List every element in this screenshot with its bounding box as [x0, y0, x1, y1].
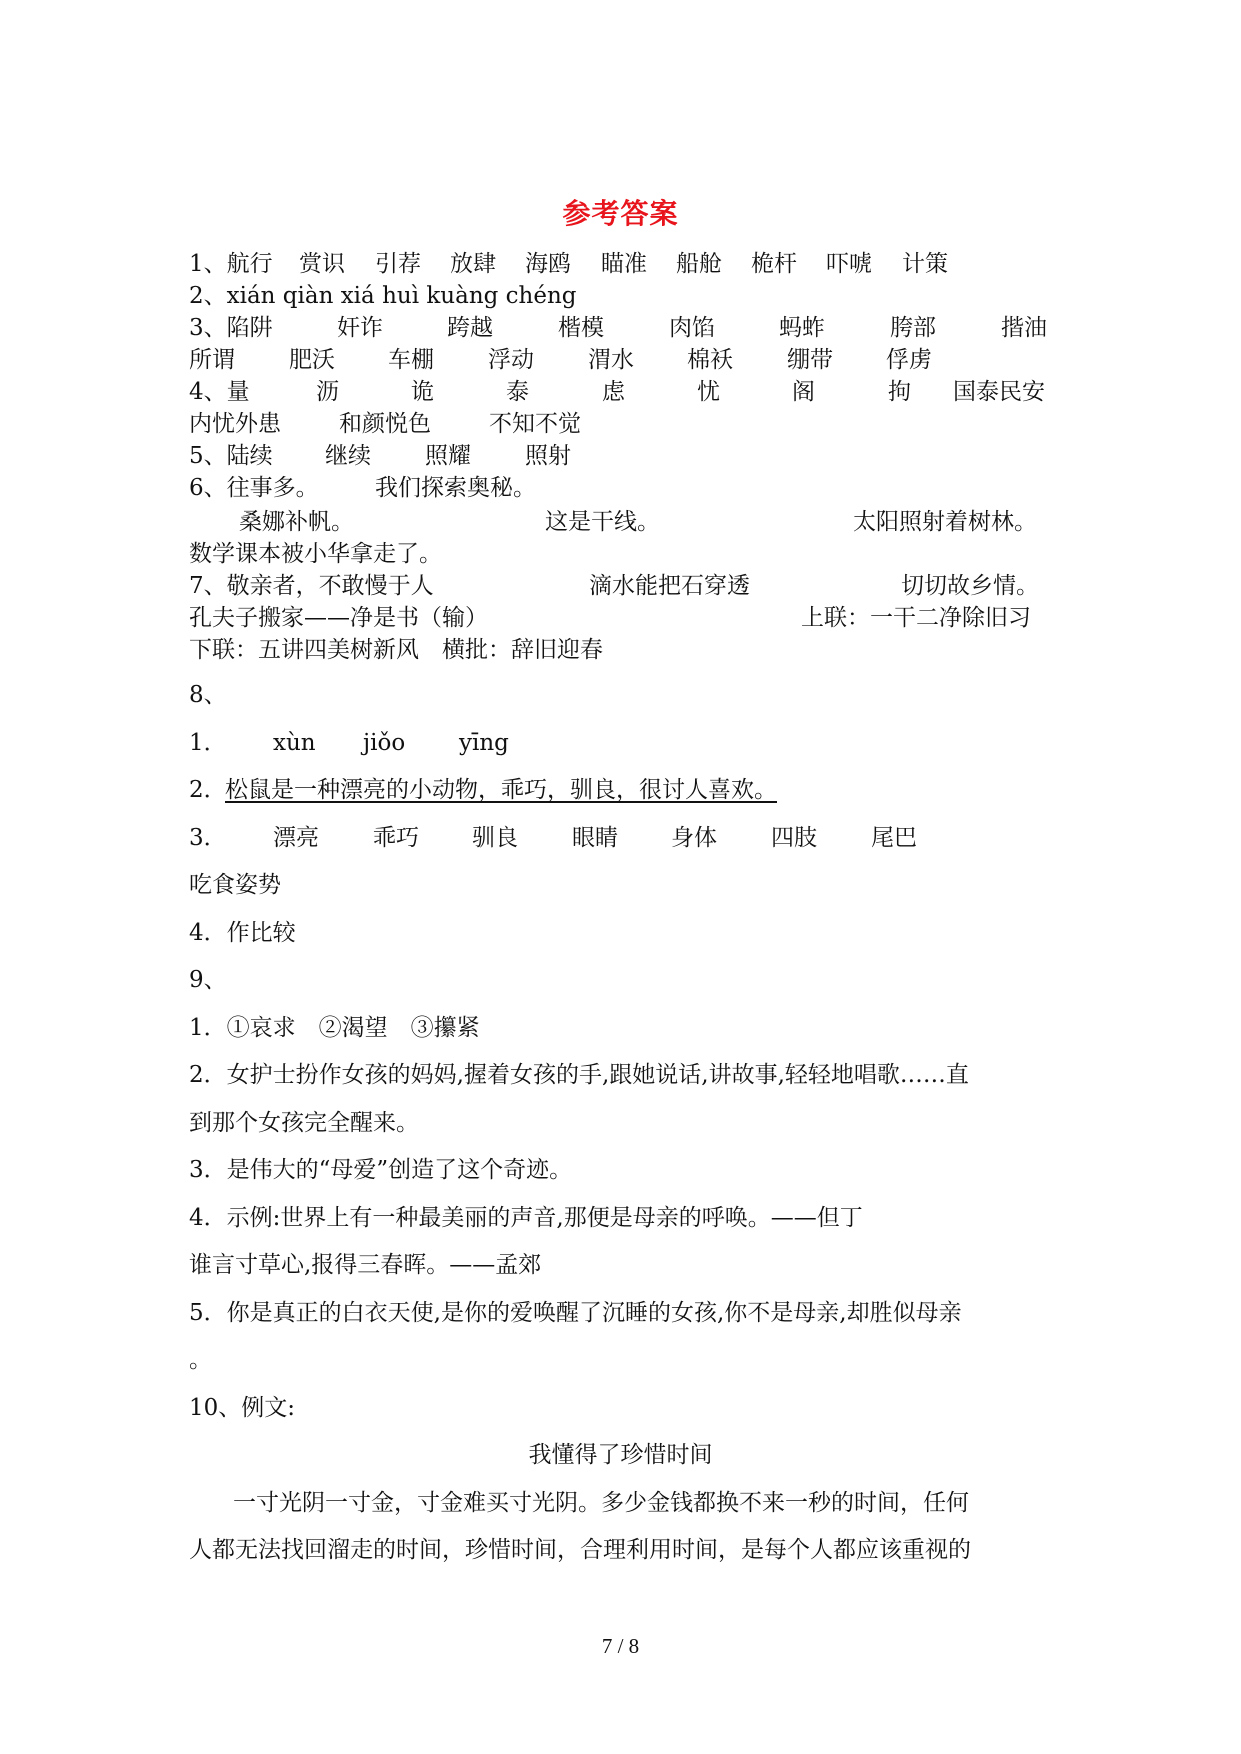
- answer-1-item: 计策: [902, 251, 948, 277]
- answer-10-heading: 10、例文:: [189, 1395, 296, 1421]
- answer-5-item: 照耀: [425, 443, 471, 469]
- answer-1-item: 引荐: [375, 251, 421, 277]
- answer-6-row-2: [189, 507, 1055, 537]
- answer-9-3: 3．是伟大的“母爱”创造了这个奇迹。: [189, 1157, 573, 1183]
- answer-1-item: 吓唬: [826, 251, 872, 277]
- answer-9-5-line-2: 。: [189, 1347, 212, 1373]
- answer-3-item: 车棚: [388, 347, 434, 373]
- page-title: 参考答案: [562, 197, 679, 230]
- answer-8-3: [189, 823, 1055, 853]
- answer-8-3-item: 尾巴: [871, 825, 917, 851]
- answer-8-3b: 吃食姿势: [189, 872, 281, 898]
- answer-9-heading: 9、: [189, 967, 227, 993]
- answer-1-item: 赏识: [299, 251, 345, 277]
- answer-3-item: 浮动: [488, 347, 534, 373]
- answer-3-item: 跨越: [447, 315, 493, 341]
- answer-7-item: 切切故乡情。: [901, 573, 1039, 599]
- answer-3-item: 奸诈: [337, 315, 383, 341]
- answer-3-item: 蚂蚱: [779, 315, 825, 341]
- answer-9-1: 1．①哀求 ②渴望 ③攥紧: [189, 1015, 480, 1041]
- answer-8-3-item: 驯良: [472, 825, 518, 851]
- answer-9-2-line-2: 到那个女孩完全醒来。: [189, 1110, 419, 1136]
- answer-7-row-3: 下联：五讲四美树新风 横批：辞旧迎春: [189, 637, 603, 663]
- answer-3-item: 俘虏: [886, 347, 932, 373]
- answer-8-2-text: 松鼠是一种漂亮的小动物，乖巧，驯良，很讨人喜欢。: [225, 777, 777, 803]
- answer-4-item: 内忧外患: [189, 411, 281, 437]
- answer-8-3-item: 漂亮: [273, 825, 319, 851]
- essay-title: 我懂得了珍惜时间: [528, 1442, 713, 1468]
- answer-2: 2、xián qiàn xiá huì kuàng chéng: [189, 283, 577, 309]
- answer-1-item: 瞄准: [601, 251, 647, 277]
- answer-3-row-2: [189, 345, 1055, 375]
- answer-7-row-1: [189, 571, 1055, 601]
- answer-3-item: 棉袄: [687, 347, 733, 373]
- answer-4-item: 泰: [506, 379, 529, 405]
- answer-3-item: 3、陷阱: [189, 315, 273, 341]
- answer-8-2: [189, 775, 1055, 805]
- answer-3-item: 楷模: [558, 315, 604, 341]
- answer-8-1-num: 1．: [189, 730, 227, 756]
- answer-7-row-2: [189, 603, 1055, 633]
- answer-5: [189, 441, 1055, 471]
- answer-8-heading: 8、: [189, 682, 227, 708]
- answer-7-item: 滴水能把石穿透: [589, 573, 750, 599]
- answer-8-3-item: 四肢: [771, 825, 817, 851]
- essay-paragraph-line-2: 人都无法找回溜走的时间，珍惜时间，合理利用时间，是每个人都应该重视的: [189, 1537, 971, 1563]
- answer-4-item: 阁: [792, 379, 815, 405]
- answer-3-item: 渭水: [588, 347, 634, 373]
- answer-4-row-2: [189, 409, 1055, 439]
- answer-4-item: 忧: [697, 379, 720, 405]
- answer-8-1: [189, 728, 1055, 758]
- answer-6-item: 我们探索奥秘。: [375, 475, 536, 501]
- answer-4-item: 诡: [411, 379, 434, 405]
- answer-3-item: 揩油: [1001, 315, 1047, 341]
- answer-6-item: 桑娜补帆。: [239, 509, 354, 535]
- answer-1: [189, 249, 1055, 279]
- answer-6-item: 6、往事多。: [189, 475, 319, 501]
- answer-4-item: 4、量: [189, 379, 250, 405]
- answer-3-row-1: [189, 313, 1055, 343]
- answer-5-item: 5、陆续: [189, 443, 273, 469]
- answer-4-item: 虑: [602, 379, 625, 405]
- pinyin-item: yīng: [459, 730, 509, 756]
- answer-6-item: 太阳照射着树林。: [853, 509, 1037, 535]
- answer-6-row-3: 数学课本被小华拿走了。: [189, 541, 442, 567]
- answer-4-row-1: [189, 377, 1055, 407]
- answer-7-item: 上联：一干二净除旧习: [801, 605, 1031, 631]
- answer-4-item: 国泰民安: [953, 379, 1045, 405]
- answer-1-item: 1、航行: [189, 251, 273, 277]
- answer-3-item: 胯部: [890, 315, 936, 341]
- answer-3-item: 绷带: [787, 347, 833, 373]
- answer-9-2-line-1: 2．女护士扮作女孩的妈妈,握着女孩的手,跟她说话,讲故事,轻轻地唱歌……直: [189, 1062, 969, 1088]
- answer-7-item: 7、敬亲者，不敢慢于人: [189, 573, 434, 599]
- answer-4-item: 不知不觉: [489, 411, 581, 437]
- answer-8-3-num: 3．: [189, 825, 227, 851]
- answer-8-3-item: 乖巧: [373, 825, 419, 851]
- answer-5-item: 照射: [525, 443, 571, 469]
- answer-8-3-item: 身体: [671, 825, 717, 851]
- answer-9-4-line-2: 谁言寸草心,报得三春晖。——孟郊: [189, 1252, 542, 1278]
- answer-9-4-line-1: 4．示例:世界上有一种最美丽的声音,那便是母亲的呼唤。——但丁: [189, 1205, 863, 1231]
- answer-8-3-item: 眼睛: [572, 825, 618, 851]
- answer-7-item: 孔夫子搬家——净是书（输）: [189, 605, 488, 631]
- answer-6-row-1: [189, 473, 1055, 503]
- answer-8-4: 4．作比较: [189, 920, 296, 946]
- pinyin-item: jiǒo: [363, 730, 406, 756]
- answer-4-item: 和颜悦色: [339, 411, 431, 437]
- answer-1-item: 桅杆: [751, 251, 797, 277]
- page-number: 7 / 8: [601, 1634, 640, 1658]
- answer-8-2-num: 2．: [189, 777, 227, 803]
- answer-3-item: 所谓: [189, 347, 235, 373]
- answer-1-item: 海鸥: [525, 251, 571, 277]
- answer-3-item: 肥沃: [289, 347, 335, 373]
- essay-paragraph-line-1: 一寸光阴一寸金，寸金难买寸光阴。多少金钱都换不来一秒的时间，任何: [233, 1490, 969, 1516]
- answer-4-item: 拘: [888, 379, 911, 405]
- answer-5-item: 继续: [325, 443, 371, 469]
- answer-3-item: 肉馅: [669, 315, 715, 341]
- answer-9-5-line-1: 5．你是真正的白衣天使,是你的爱唤醒了沉睡的女孩,你不是母亲,却胜似母亲: [189, 1300, 962, 1326]
- answer-4-item: 沥: [316, 379, 339, 405]
- pinyin-item: xùn: [273, 730, 316, 756]
- answer-6-item: 这是干线。: [545, 509, 660, 535]
- answer-1-item: 船舱: [676, 251, 722, 277]
- answer-1-item: 放肆: [450, 251, 496, 277]
